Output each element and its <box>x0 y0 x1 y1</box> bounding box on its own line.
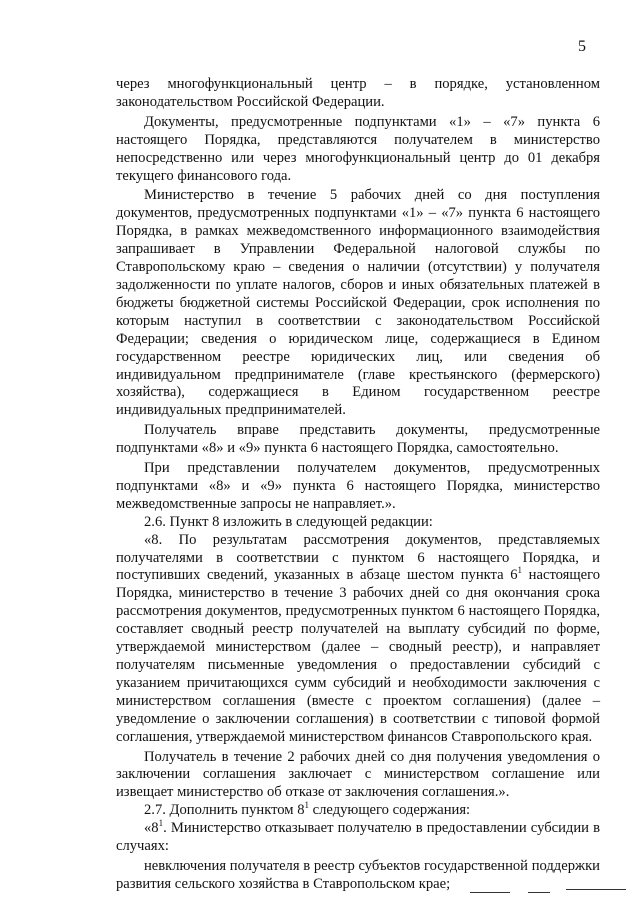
paragraph-right-to-submit: Получатель вправе представить документы, предусмотренные подпунктами «8» и «9» пункта 6 настоящего Порядка, самостоятельно. <box>116 422 600 457</box>
paragraph-item-2-7 <box>116 802 600 820</box>
scan-artifact-line <box>528 892 550 893</box>
document-body <box>116 76 600 894</box>
paragraph-documents-submission: Документы, предусмотренные подпунктами «1» – «7» пункта 6 настоящего Порядка, представляются получателем в министерство непосредственно или через многофункциональный центр до 01 декабря текущего финансового года. <box>116 113 600 184</box>
scan-artifact-line <box>470 892 510 893</box>
paragraph-item-2-6: 2.6. Пункт 8 изложить в следующей редакции: <box>144 513 433 530</box>
text-fragment: настоящего Порядка, министерство в течение 3 рабочих дней со дня окончания срока рассмотрения документов, предусмотренных пунктом 6 настоящего Порядка, составляет сводный реестр получателей на выплату субсидий по форме, утверждаемой министерством (далее – сводный реестр), и направляет получателям письменные уведомления о предоставлении субсидий с указанием причитающихся сумм субсидий и необходимости заключения с министерством соглашения (вместе с проектом соглашения) (далее – уведомление о заключении соглашения) в соответствии с типовой формой соглашения, утверждаемой министерством финансов Ставропольского края. <box>116 567 600 745</box>
scan-artifact-line <box>566 889 626 890</box>
paragraph-item-8-1 <box>116 820 600 856</box>
paragraph-agreement-term: Получатель в течение 2 рабочих дней со дня получения уведомления о заключении соглашения заключает с министерством соглашение или извещает министерство об отказе от заключения соглашения.». <box>116 748 600 801</box>
superscript: 1 <box>158 818 164 829</box>
text-fragment: 2.7. Дополнить пунктом 8 <box>144 802 305 819</box>
text-fragment: «8 <box>144 820 159 837</box>
superscript: 1 <box>304 800 309 811</box>
text-fragment: следующего содержания: <box>309 802 471 819</box>
superscript: 1 <box>517 565 523 576</box>
page-number: 5 <box>578 38 586 55</box>
paragraph-interagency-request: Министерство в течение 5 рабочих дней со дня поступления документов, предусмотренных подпунктами «1» – «7» пункта 6 настоящего Порядка, в рамках межведомственного информационного взаимодействия запрашивает в Управлении Федеральной налоговой службы по Ставропольскому краю – сведения о наличии (отсутствии) у получателя задолженности по уплате налогов, сборов и иных обязательных платежей в бюджеты бюджетной системы Российской Федерации, срок исполнения по которым наступил в соответствии с законодательством Российской Федерации; сведения о юридическом лице, содержащиеся в Едином государственном реестре юридических лиц, или сведения об индивидуальном предпринимателе (главе крестьянского (фермерского) хозяйства), содержащиеся в Едином государственном реестре индивидуальных предпринимателей. <box>116 187 600 419</box>
paragraph-refusal-case: невключения получателя в реестр субъектов государственной поддержки развития сельского хозяйства в Ставропольском крае; <box>116 857 600 892</box>
text-fragment: «8. По результатам рассмотрения документов, представляемых получателями в соответствии с пунктом 6 настоящего Порядка, и поступивших сведений, указанных в абзаце шестом пункта 6 <box>116 531 600 584</box>
text-fragment: . Министерство отказывает получателю в предоставлении субсидии в случаях: <box>116 820 600 855</box>
paragraph-no-requests: При представлении получателем документов, предусмотренных подпунктами «8» и «9» пункта 6 настоящего Порядка, министерство межведомственные запросы не направляет.». <box>116 460 600 512</box>
paragraph-continuation: через многофункциональный центр – в порядке, установленном законодательством Российской Федерации. <box>116 76 600 110</box>
paragraph-item-8 <box>116 532 600 747</box>
